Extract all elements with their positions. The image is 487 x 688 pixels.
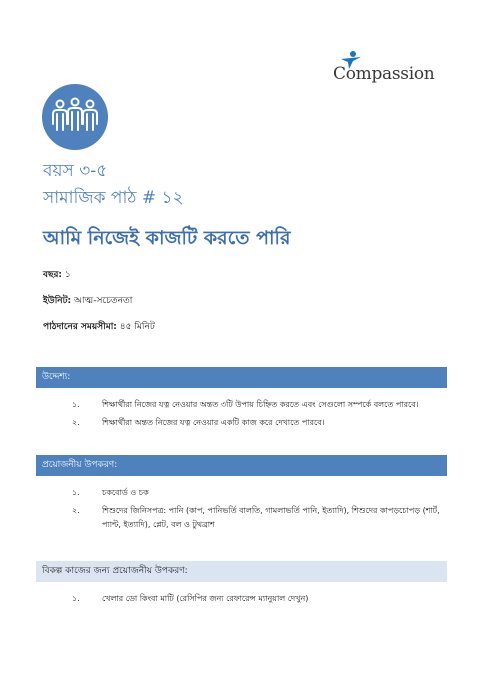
age-heading: বয়স ৩-৫ (43, 161, 108, 181)
lesson-title: আমি নিজেই কাজটি করতে পারি (43, 227, 291, 249)
meta-unit-label: ইউনিট: (43, 296, 72, 306)
list-item-number: ২. (72, 418, 80, 427)
materials-section-heading: প্রয়োজনীয় উপকরণ: (36, 455, 447, 476)
list-item (72, 486, 442, 500)
list-item-text: খেলার ডো কিংবা মাটি (রেসিপির জন্য রেফারেন্স ম্যানুয়াল দেখুন) (102, 594, 309, 603)
age-group-badge (42, 84, 108, 150)
logo-wordmark: Compassion (333, 64, 435, 84)
list-item (72, 398, 442, 412)
list-item-number: ১. (72, 488, 80, 497)
meta-duration-label: পাঠদানের সময়সীমা: (43, 322, 117, 332)
list-item (72, 416, 442, 430)
alt-materials-list (72, 592, 442, 610)
meta-duration-value: ৪৫ মিনিট (119, 322, 155, 332)
list-item-text: চকবোর্ড ও চক (102, 488, 149, 497)
objectives-section-heading: উদ্দেশ্য: (36, 367, 447, 388)
alt-materials-section-heading: বিকল্প কাজের জন্য প্রয়োজনীয় উপকরণ: (36, 561, 447, 582)
meta-duration (43, 319, 155, 334)
list-item-text: শিক্ষার্থীরা নিজের যত্ন নেওয়ার অন্তত ৩টি উপায় চিহ্নিত করতে এবং সেগুলো সম্পর্কে বলতে পারবে। (102, 400, 419, 409)
list-item-number: ১. (72, 594, 80, 603)
list-item-text: শিশুদের জিনিসপত্র: পানি (কাপ, পানিভর্তি বালতি, গামলাভর্তি পানি, ইত্যাদি), শিশুদের কাপড়চোপড় (শার্ট, প্যান্ট, ইত্যাদি), প্লেট, বল ও টুথব্রাশ (102, 506, 440, 529)
objectives-list (72, 398, 442, 434)
list-item-text: শিক্ষার্থীরা অন্তত নিজের যত্ন নেওয়ার একটি কাজ করে দেখাতে পারবে। (102, 418, 325, 427)
group-of-children-icon (42, 84, 108, 150)
list-item-number: ১. (72, 400, 80, 409)
list-item (72, 592, 442, 606)
list-item-number: ২. (72, 506, 80, 515)
materials-list (72, 486, 442, 536)
meta-year-value: ১ (64, 270, 71, 280)
list-item (72, 504, 442, 532)
compassion-logo (333, 50, 433, 90)
meta-year (43, 267, 71, 282)
lesson-number-heading: সামাজিক পাঠ # ১২ (43, 188, 184, 208)
meta-unit-value: আত্ম-সচেতনতা (74, 296, 133, 306)
meta-unit (43, 293, 132, 308)
meta-year-label: বছর: (43, 270, 63, 280)
